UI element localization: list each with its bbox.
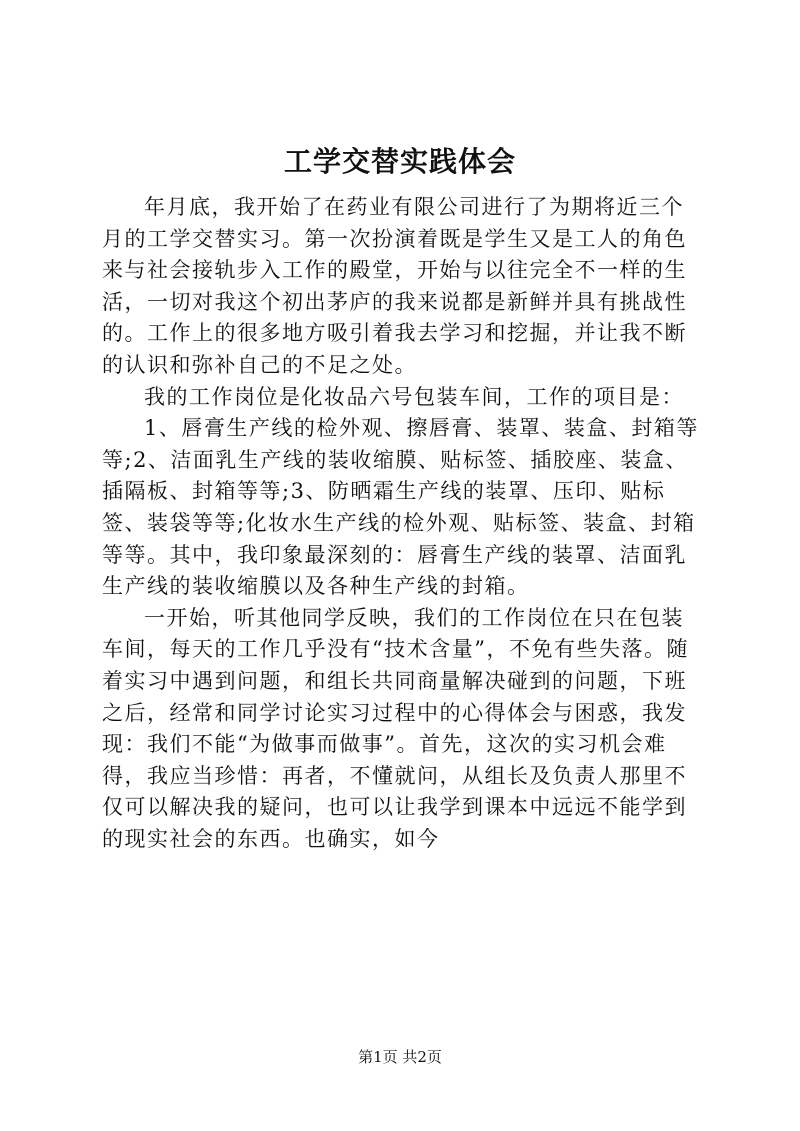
paragraph-intro: 年月底，我开始了在药业有限公司进行了为期将近三个月的工学交替实习。第一次扮演着既是学生又是工人的角色来与社会接轨步入工作的殿堂，开始与以往完全不一样的生活，一切对我这个初出茅庐的我来说都是新鲜并具有挑战性的。工作上的很多地方吸引着我去学习和挖掘，并让我不断的认识和弥补自己的不足之处。 — [102, 195, 687, 377]
paragraph-reflection: 一开始，听其他同学反映，我们的工作岗位在只在包装车间，每天的工作几乎没有“技术含量”，不免有些失落。随着实习中遇到问题，和组长共同商量解决碰到的问题，下班之后，经常和同学讨论实习过程中的心得体会与困惑，我发现：我们不能“为做事而做事”。首先，这次的实习机会难得，我应当珍惜：再者，不懂就问，从组长及负责人那里不仅可以解决我的疑问，也可以让我学到课本中远远不能学到的现实社会的东西。也确实，如今 — [102, 605, 689, 851]
page-footer: 第1页 共2页 — [358, 1048, 442, 1066]
document-body — [102, 192, 702, 855]
document-title: 工学交替实践体会 — [283, 145, 516, 178]
paragraph-position: 我的工作岗位是化妆品六号包装车间，工作的项目是： — [144, 384, 684, 409]
paragraph-production-lines: 1、唇膏生产线的检外观、擦唇膏、装罩、装盒、封箱等等;2、洁面乳生产线的装收缩膜、贴标签、插胶座、装盒、插隔板、封箱等等;3、防晒霜生产线的装罩、压印、贴标签、装袋等等;化妆水生产线的检外观、贴标签、装盒、封箱等等。其中，我印象最深刻的：唇膏生产线的装罩、洁面乳生产线的装收缩膜以及各种生产线的封箱。 — [102, 416, 699, 599]
